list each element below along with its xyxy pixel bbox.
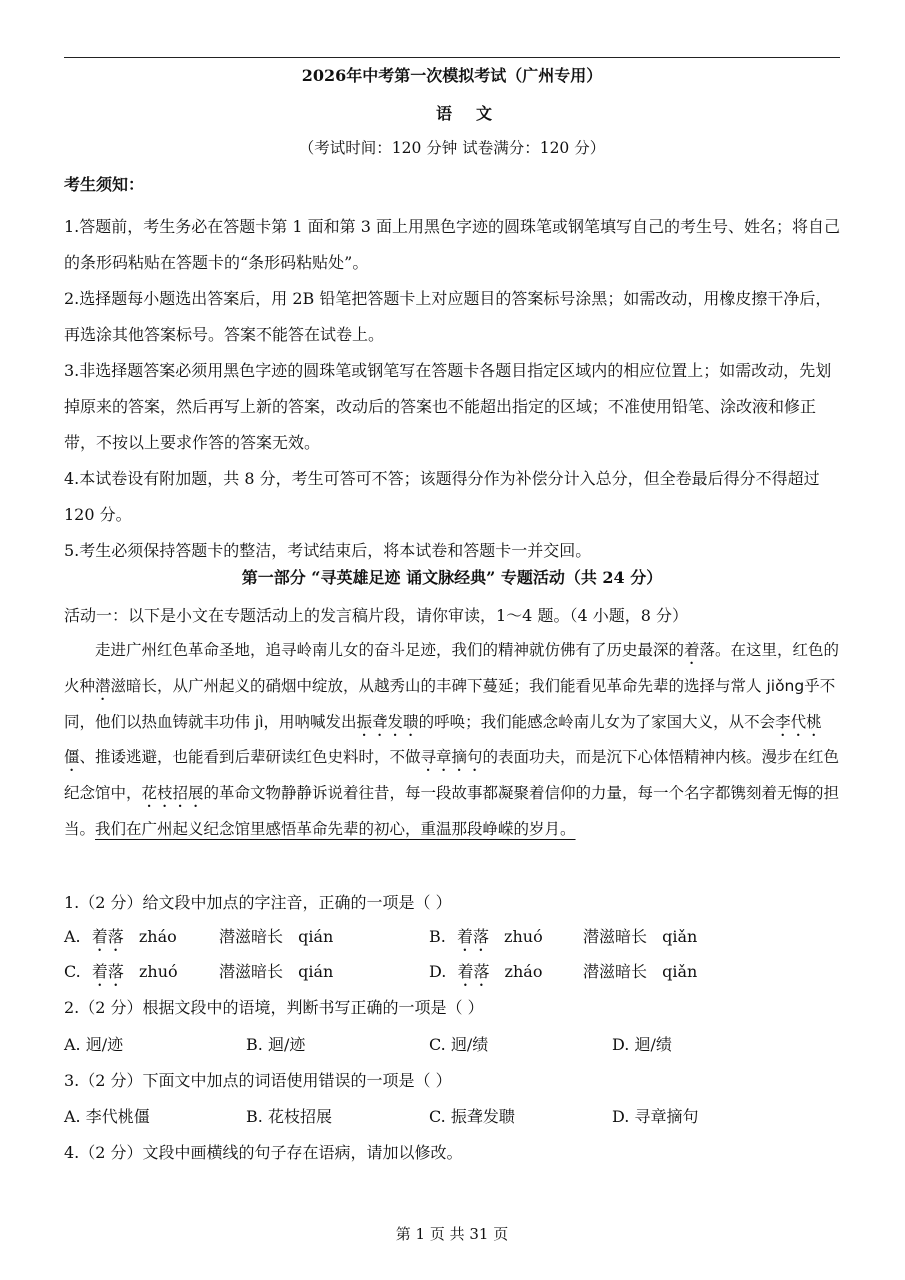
option-b-second — [583, 925, 697, 949]
option-text: 花枝招展 — [267, 1107, 332, 1126]
option-text: 迥/绩 — [450, 1035, 489, 1054]
option-word: 着落 — [457, 962, 490, 981]
question-stem: 2.（2 分）根据文段中的语境，判断书写正确的一项是（ ） — [64, 998, 484, 1017]
option-text: 迴/绩 — [634, 1035, 672, 1054]
option-text: 寻章摘句 — [634, 1107, 699, 1126]
dotted-char: 潜 — [95, 676, 111, 695]
option-label: D. — [612, 1035, 630, 1054]
option-d — [429, 960, 542, 990]
option-b — [246, 1105, 332, 1129]
passage-text: 落。在这里，红色的火种 — [64, 641, 840, 695]
passage-text: 滋暗长，从广州起义的硝烟中绽放，从越秀山的丰碑下蔓延；我们能看见革命先辈的选择与常人 jiǒng乎不同，他们以热血铸就丰功伟 jì，用呐喊发出 — [64, 676, 836, 731]
option-c — [429, 1105, 515, 1129]
option-d — [612, 1033, 672, 1057]
option-word: 潜滋暗长 — [219, 962, 284, 981]
notice-item: 4.本试卷设有附加题，共 8 分，考生可答可不答；该题得分作为补偿分计入总分，但全卷最后得分不得超过 120 分。 — [64, 469, 820, 524]
subject-title: 语文 — [435, 104, 516, 123]
option-label: C. — [64, 962, 81, 981]
option-label: A. — [64, 1107, 81, 1126]
option-pinyin: zhuó — [504, 927, 543, 946]
option-word: 潜滋暗长 — [583, 962, 648, 981]
passage-text: 的表面功夫，而是沉下心体悟精神内核。漫步在红色纪念馆中， — [64, 748, 840, 803]
option-a-second — [219, 925, 333, 949]
question-stem: 4.（2 分）文段中画横线的句子存在语病，请加以修改。 — [64, 1143, 463, 1162]
passage-paragraph — [64, 633, 844, 848]
option-pinyin: qián — [298, 962, 334, 981]
option-text: 李代桃僵 — [85, 1107, 150, 1126]
option-pinyin: qiǎn — [662, 962, 698, 981]
option-label: B. — [246, 1035, 263, 1054]
option-c — [64, 960, 178, 990]
notice-heading: 考生须知： — [64, 175, 145, 194]
dotted-phrase: 振聋发聩 — [356, 712, 419, 731]
page-footer: 第 1 页 共 31 页 — [395, 1225, 509, 1243]
exam-title: 2026年中考第一次模拟考试（广州专用） — [301, 66, 603, 85]
option-label: A. — [64, 1035, 81, 1054]
passage-text: 走进广州红色革命圣地，追寻岭南儿女的奋斗足迹，我们的精神就仿佛有了历史最深的 — [95, 641, 685, 659]
option-label: D. — [612, 1107, 630, 1126]
option-pinyin: zhuó — [138, 962, 178, 981]
option-a — [64, 925, 177, 955]
activity-one-intro: 活动一：以下是小文在专题活动上的发言稿片段，请你审读，1～4 题。（4 小题，8 分） — [64, 606, 688, 625]
underlined-sentence: 我们在广州起义纪念馆里感悟革命先辈的初心，重温那段峥嵘的岁月。 — [95, 819, 576, 838]
passage-text: 的呼唤；我们能感念岭南儿女为了家国大义，从不会 — [418, 712, 776, 731]
option-c — [429, 1033, 488, 1057]
option-text: 振聋发聩 — [450, 1107, 515, 1126]
option-label: B. — [246, 1107, 263, 1126]
part-one-heading: 第一部分 “寻英雄足迹 诵文脉经典” 专题活动（共 24 分） — [241, 568, 663, 587]
option-label: C. — [429, 1107, 446, 1126]
option-label: C. — [429, 1035, 446, 1054]
exam-meta: （考试时间：120 分钟 试卷满分：120 分） — [298, 139, 606, 157]
notice-item: 3.非选择题答案必须用黑色字迹的圆珠笔或钢笔写在答题卡各题目指定区域内的相应位置上；如需改动，先划掉原来的答案，然后再写上新的答案，改动后的答案也不能超出指定的区域；不准使用铅笔、涂改液和修正带，不按以上要求作答的答案无效。 — [64, 361, 832, 452]
dotted-char: 着 — [684, 641, 700, 659]
option-text: 迴/迹 — [267, 1035, 306, 1054]
option-word: 潜滋暗长 — [583, 927, 648, 946]
passage-text: 的革命文物静静诉说着往昔，每一段故事都凝聚着信仰的力量，每一个名字都镌刻着无悔的担当。 — [64, 784, 840, 838]
option-a — [64, 1033, 123, 1057]
option-pinyin: qián — [298, 927, 334, 946]
option-pinyin: qiǎn — [662, 927, 698, 946]
notice-item: 5.考生必须保持答题卡的整洁，考试结束后，将本试卷和答题卡一并交回。 — [64, 541, 592, 560]
option-label: D. — [429, 962, 447, 981]
option-label: B. — [429, 927, 446, 946]
option-pinyin: zháo — [504, 962, 543, 981]
option-d — [612, 1105, 698, 1129]
option-word: 潜滋暗长 — [219, 927, 284, 946]
option-a — [64, 1105, 150, 1129]
option-b — [246, 1033, 305, 1057]
question-stem: 1.（2 分）给文段中加点的字注音，正确的一项是（ ） — [64, 893, 452, 912]
option-text: 迥/迹 — [85, 1035, 124, 1054]
notice-item: 2.选择题每小题选出答案后，用 2B 铅笔把答题卡上对应题目的答案标号涂黑；如需改动，用橡皮擦干净后，再选涂其他答案标号。答案不能答在试卷上。 — [64, 289, 832, 344]
passage-text: 、推诿逃避，也能看到后辈研读红色史料时，不做 — [79, 748, 421, 767]
option-c-second — [219, 960, 333, 984]
header-rule — [64, 57, 840, 58]
dotted-phrase: 李代桃僵 — [64, 712, 822, 767]
notice-list — [64, 209, 842, 569]
dotted-phrase: 寻章摘句 — [420, 748, 483, 767]
option-label: A. — [64, 927, 81, 946]
question-stem: 3.（2 分）下面文中加点的词语使用错误的一项是（ ） — [64, 1071, 452, 1090]
notice-item: 1.答题前，考生务必在答题卡第 1 面和第 3 面上用黑色字迹的圆珠笔或钢笔填写自己的考生号、姓名；将自己的条形码粘贴在答题卡的“条形码粘贴处”。 — [64, 217, 840, 272]
option-b — [429, 925, 543, 955]
option-word: 着落 — [91, 927, 124, 946]
reading-passage — [64, 633, 844, 848]
option-word: 着落 — [456, 927, 489, 946]
dotted-phrase: 花枝招展 — [141, 784, 204, 803]
option-pinyin: zháo — [138, 927, 177, 946]
option-word: 着落 — [91, 962, 124, 981]
option-d-second — [583, 960, 697, 984]
